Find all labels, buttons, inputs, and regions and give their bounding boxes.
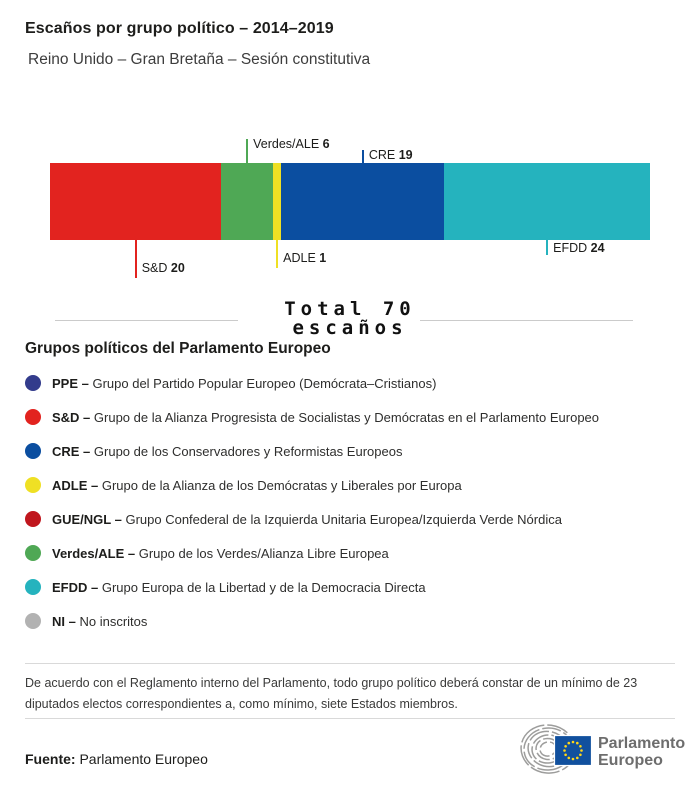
legend-item [25,468,685,502]
legend-group-name: Grupo Confederal de la Izquierda Unitaria Europea/Izquierda Verde Nórdica [125,511,562,527]
page-title: Escaños por grupo político – 2014–2019 [25,20,334,37]
total-right-rule [420,320,633,321]
callout-seat-count: 20 [170,261,185,275]
legend-item [25,434,685,468]
legend-group-name: Grupo de los Verdes/Alianza Libre Europea [138,545,389,561]
legend-group-name: Grupo del Partido Popular Europeo (Demócrata–Cristianos) [92,375,437,391]
callout-group-name: Verdes/ALE [253,137,323,151]
legend-item [25,604,685,638]
legend-list [25,366,685,638]
legend-heading: Grupos políticos del Parlamento Europeo [25,340,331,357]
footnote-text: De acuerdo con el Reglamento interno del Parlamento, todo grupo político deberá constar de un mínimo de 23 diputados electos correspondientes a, como mínimo, siete Estados miembros. [25,676,638,711]
bar-segment-adle [273,163,282,240]
total-left-rule [55,320,238,321]
legend-group-abbr: EFDD – [52,579,102,595]
separator-top [25,663,675,664]
legend-color-dot [25,477,41,493]
callout-seat-count: 24 [590,241,605,255]
legend-color-dot [25,545,41,561]
legend-color-dot [25,511,41,527]
legend-group-abbr: NI – [52,613,80,629]
legend-group-abbr: ADLE – [52,477,102,493]
callout-tick-verdes-ale [246,139,248,163]
total-seats-line1: Total 70 [284,298,416,320]
callout-group-name: ADLE [283,251,320,265]
legend-group-abbr: Verdes/ALE – [52,545,139,561]
legend-item [25,400,685,434]
legend-item [25,536,685,570]
source-line [25,751,208,767]
bar-segment-s-d [50,163,221,240]
seats-stacked-bar-chart [0,130,700,290]
callout-seat-count: 19 [398,148,413,162]
legend-item [25,570,685,604]
logo-text-line1: Parlamento [598,735,686,752]
legend-item-text [52,580,426,595]
callout-tick-cre [362,150,364,163]
legend-color-dot [25,443,41,459]
callout-tick-adle [276,240,278,268]
legend-item [25,366,685,400]
callout-group-name: CRE [368,148,399,162]
callout-label-cre [369,148,413,162]
legend-color-dot [25,375,41,391]
legend-group-name: Grupo Europa de la Libertad y de la Democracia Directa [101,579,426,595]
logo-text-line2: Europeo [598,752,663,769]
legend-group-name: Grupo de la Alianza Progresista de Socialistas y Demócratas en el Parlamento Europeo [93,409,600,425]
callout-tick-s-d [135,240,137,278]
legend-group-abbr: S&D – [52,409,94,425]
legend-group-name: No inscritos [79,613,148,629]
legend-group-abbr: GUE/NGL – [52,511,126,527]
page-subtitle: Reino Unido – Gran Bretaña – Sesión constitutiva [28,51,371,68]
legend-color-dot [25,409,41,425]
legend-color-dot [25,579,41,595]
legend-group-abbr: CRE – [52,443,94,459]
source-value: Parlamento Europeo [79,751,208,767]
legend-group-abbr: PPE – [52,375,93,391]
legend-item-text [52,410,599,425]
legend-color-dot [25,613,41,629]
callout-group-name: S&D [141,261,171,275]
total-seats-label [0,300,700,338]
eu-flag-icon [555,736,592,766]
legend-item-text [52,478,462,493]
legend-group-name: Grupo de los Conservadores y Reformistas Europeos [93,443,403,459]
source-label: Fuente: [25,751,76,767]
callout-label-s-d [142,261,185,275]
callout-label-verdes-ale [253,137,329,151]
bar-segment-verdes-ale [221,163,272,240]
legend-item-text [52,512,562,527]
stacked-bar [50,163,650,240]
callout-tick-efdd [546,240,548,255]
legend-item-text [52,546,389,561]
callout-label-adle [283,251,326,265]
callout-seat-count: 6 [322,137,330,151]
bar-segment-efdd [444,163,650,240]
legend-group-name: Grupo de la Alianza de los Demócratas y Liberales por Europa [101,477,462,493]
total-seats-line2: escaños [292,317,408,339]
european-parliament-logo [518,714,698,780]
callout-seat-count: 1 [319,251,327,265]
legend-item-text [52,444,402,459]
bar-segment-cre [281,163,444,240]
callout-group-name: EFDD [553,241,591,255]
legend-item-text [52,614,147,629]
legend-item-text [52,376,436,391]
legend-item [25,502,685,536]
callout-label-efdd [553,241,604,255]
